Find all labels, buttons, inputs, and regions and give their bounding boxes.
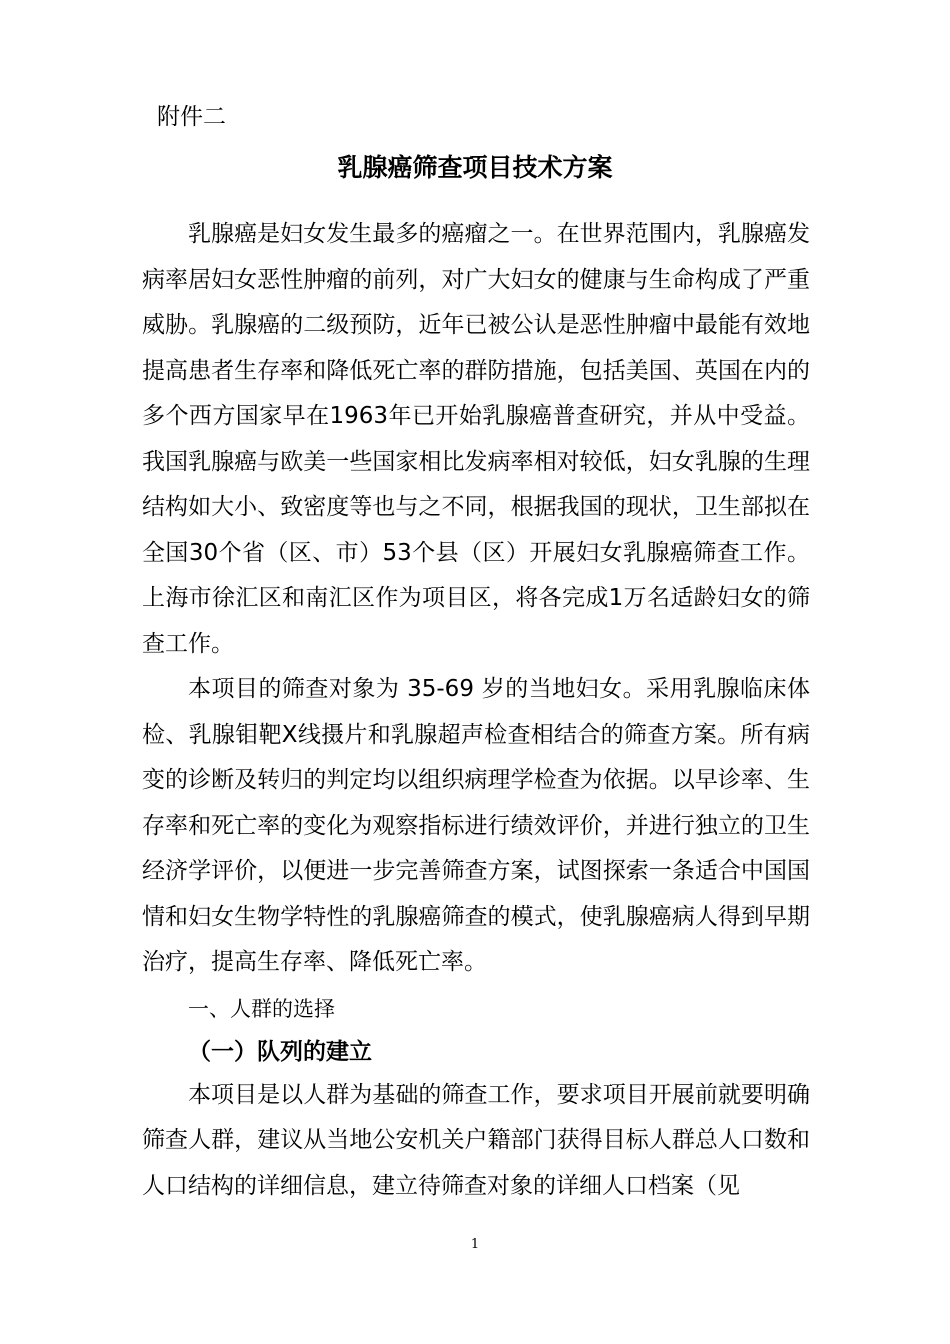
attachment-label: 附件二: [157, 104, 226, 130]
subsection-heading: （一）队列的建立: [188, 1038, 372, 1065]
scope-paragraph: 本项目的筛查对象为 35-69 岁的当地妇女。采用乳腺临床体检、乳腺钼靶X线摄片和乳腺超声检查相结合的筛查方案。所有病变的诊断及转归的判定均以组织病理学检查为依据。以早诊率、生存率和死亡率的变化为观察指标进行绩效评价，并进行独立的卫生经济学评价，以便进一步完善筛查方案，试图探索一条适合中国国情和妇女生物学特性的乳腺癌筛查的模式，使乳腺癌病人得到早期治疗，提高生存率、降低死亡率。: [142, 676, 810, 975]
intro-paragraph: 乳腺癌是妇女发生最多的癌瘤之一。在世界范围内，乳腺癌发病率居妇女恶性肿瘤的前列，对广大妇女的健康与生命构成了严重威胁。乳腺癌的二级预防，近年已被公认是恶性肿瘤中最能有效地提高患者生存率和降低死亡率的群防措施，包括美国、英国在内的多个西方国家早在1963年已开始乳腺癌普查研究，并从中受益。我国乳腺癌与欧美一些国家相比发病率相对较低，妇女乳腺的生理结构如大小、致密度等也与之不同，根据我国的现状，卫生部拟在全国30个省（区、市）53个县（区）开展妇女乳腺癌筛查工作。上海市徐汇区和南汇区作为项目区，将各完成1万名适龄妇女的筛查工作。: [142, 221, 810, 657]
section-heading: 一、人群的选择: [188, 996, 335, 1021]
cohort-paragraph: 本项目是以人群为基础的筛查工作，要求项目开展前就要明确筛查人群，建议从当地公安机关户籍部门获得目标人群总人口数和人口结构的详细信息，建立待筛查对象的详细人口档案（见: [142, 1081, 810, 1199]
document-body: [142, 212, 810, 1209]
document-title: 乳腺癌筛查项目技术方案: [337, 153, 613, 182]
page-number: 1: [470, 1237, 480, 1252]
